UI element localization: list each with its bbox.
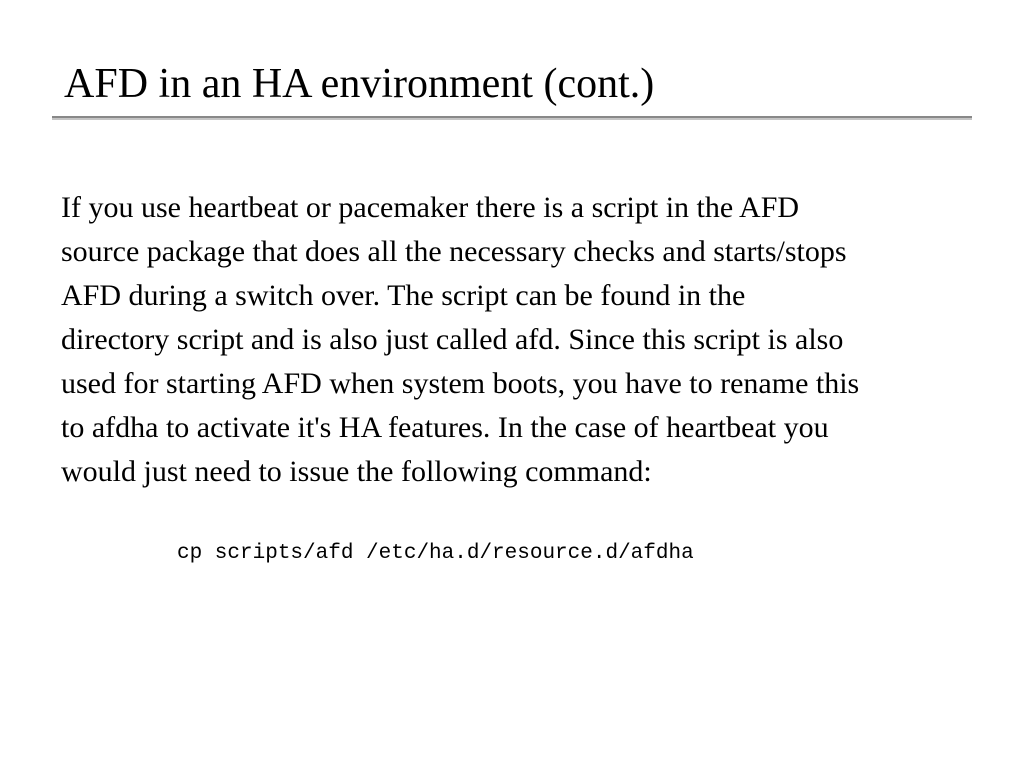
body-paragraph: [61, 186, 981, 494]
body-line: directory script and is also just called afd. Since this script is also: [61, 323, 844, 356]
title-divider: [52, 116, 972, 120]
body-line: AFD during a switch over. The script can be found in the: [61, 279, 746, 312]
body-line: would just need to issue the following command:: [61, 455, 652, 488]
body-line: to afdha to activate it's HA features. In the case of heartbeat you: [61, 411, 829, 444]
command-code: cp scripts/afd /etc/ha.d/resource.d/afdha: [177, 542, 694, 565]
body-line: used for starting AFD when system boots, you have to rename this: [61, 367, 860, 400]
body-line: If you use heartbeat or pacemaker there is a script in the AFD: [61, 191, 800, 224]
slide-title: AFD in an HA environment (cont.): [64, 61, 655, 107]
body-line: source package that does all the necessary checks and starts/stops: [61, 235, 847, 268]
